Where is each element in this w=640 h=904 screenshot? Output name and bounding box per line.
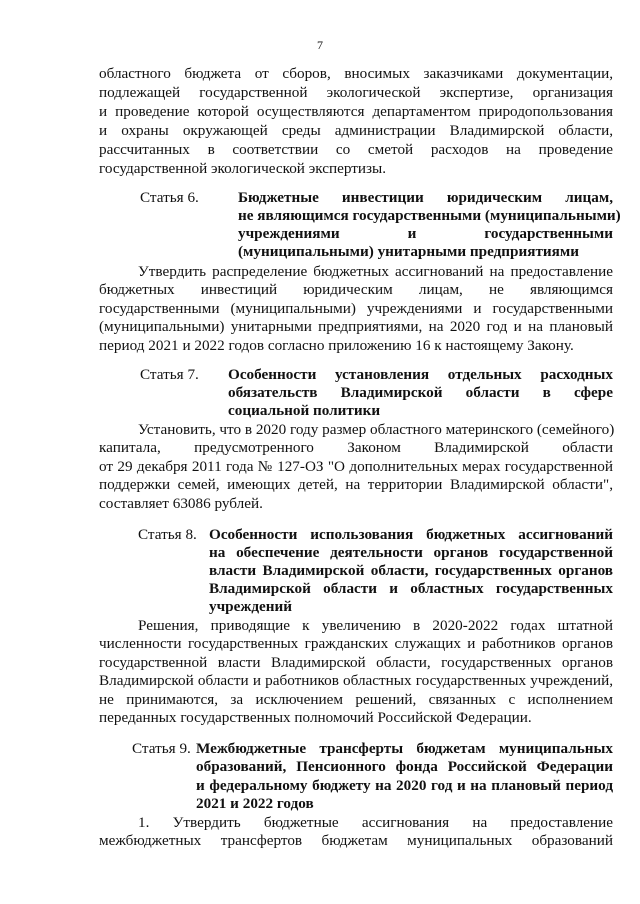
article-6-title-line: учреждениями и государственными [238, 225, 613, 242]
article-8-title-line: Владимирской области и областных государственных [209, 580, 613, 597]
article-9-label: Статья 9. [132, 740, 191, 757]
article-6-title-line: (муниципальными) унитарными предприятиями [238, 243, 579, 260]
article-6-label: Статья 6. [140, 189, 199, 206]
article-7-title-line: обязательств Владимирской области в сфере [228, 384, 613, 401]
article-8-label: Статья 8. [138, 526, 197, 543]
article-8-title-line: учреждений [209, 598, 293, 615]
article-8-title-line: Особенности использования бюджетных ассигнований [209, 526, 613, 543]
article-8-title-line: на обеспечение деятельности органов государственной [209, 544, 613, 561]
article-6-body-line: государственными (муниципальными) учреждениями и государственными [99, 300, 613, 317]
article-9-title-line: и федеральному бюджету на 2020 год и на плановый период [196, 777, 613, 794]
intro-line: областного бюджета от сборов, вносимых заказчиками документации, [99, 65, 613, 82]
article-7-body-line: капитала, предусмотренного Законом Владимирской области [99, 439, 613, 456]
article-7-body-line: поддержки семей, имеющих детей, на территории Владимирской области", [99, 476, 613, 493]
article-6-body-line: бюджетных инвестиций юридическим лицам, не являющимся [99, 281, 613, 298]
page-number: 7 [317, 38, 323, 52]
article-6-body-line: период 2021 и 2022 годов согласно приложению 16 к настоящему Закону. [99, 337, 574, 354]
article-7-title-line: Особенности установления отдельных расходных [228, 366, 613, 383]
article-8-body-line: не принимаются, за исключением решений, связанных с исполнением [99, 691, 613, 708]
article-9-title-line: образований, Пенсионного фонда Российской Федерации [196, 758, 613, 775]
intro-line: рассчитанных в соответствии со сметой расходов на проведение [99, 141, 613, 158]
article-8-body-line: государственной власти Владимирской области, государственных органов [99, 654, 613, 671]
article-7-body-line: Установить, что в 2020 году размер областного материнского (семейного) [138, 421, 615, 438]
article-9-body-line: 1. Утвердить бюджетные ассигнования на предоставление [138, 814, 613, 831]
article-6-title-line: Бюджетные инвестиции юридическим лицам, [238, 189, 613, 206]
intro-line: подлежащей государственной экологической экспертизе, организация [99, 84, 613, 101]
article-6-body-line: Утвердить распределение бюджетных ассигнований на предоставление [138, 263, 613, 280]
intro-line: государственной экологической экспертизы. [99, 160, 386, 177]
intro-line: и охраны окружающей среды администрации Владимирской области, [99, 122, 613, 139]
article-9-title-line: Межбюджетные трансферты бюджетам муниципальных [196, 740, 613, 757]
article-8-body-line: численности государственных гражданских служащих и работников органов [99, 635, 613, 652]
article-9-body-line: межбюджетных трансфертов бюджетам муниципальных образований [99, 832, 613, 849]
article-8-body-line: Владимирской области и работников областных государственных учреждений, [99, 672, 613, 689]
article-8-body-line: переданных государственных полномочий Российской Федерации. [99, 709, 532, 726]
article-6-title-line: не являющимся государственными (муниципальными) [238, 207, 621, 224]
article-8-title-line: власти Владимирской области, государственных органов [209, 562, 613, 579]
article-7-label: Статья 7. [140, 366, 199, 383]
article-6-body-line: (муниципальными) унитарными предприятиями, на 2020 год и на плановый [99, 318, 613, 335]
article-7-title-line: социальной политики [228, 402, 381, 419]
intro-line: и проведение которой осуществляются департаментом природопользования [99, 103, 613, 120]
article-7-body-line: составляет 63086 рублей. [99, 495, 263, 512]
article-8-body-line: Решения, приводящие к увеличению в 2020-2022 годах штатной [138, 617, 613, 634]
article-7-body-line: от 29 декабря 2011 года № 127-ОЗ "О дополнительных мерах государственной [99, 458, 613, 475]
article-9-title-line: 2021 и 2022 годов [196, 795, 314, 812]
